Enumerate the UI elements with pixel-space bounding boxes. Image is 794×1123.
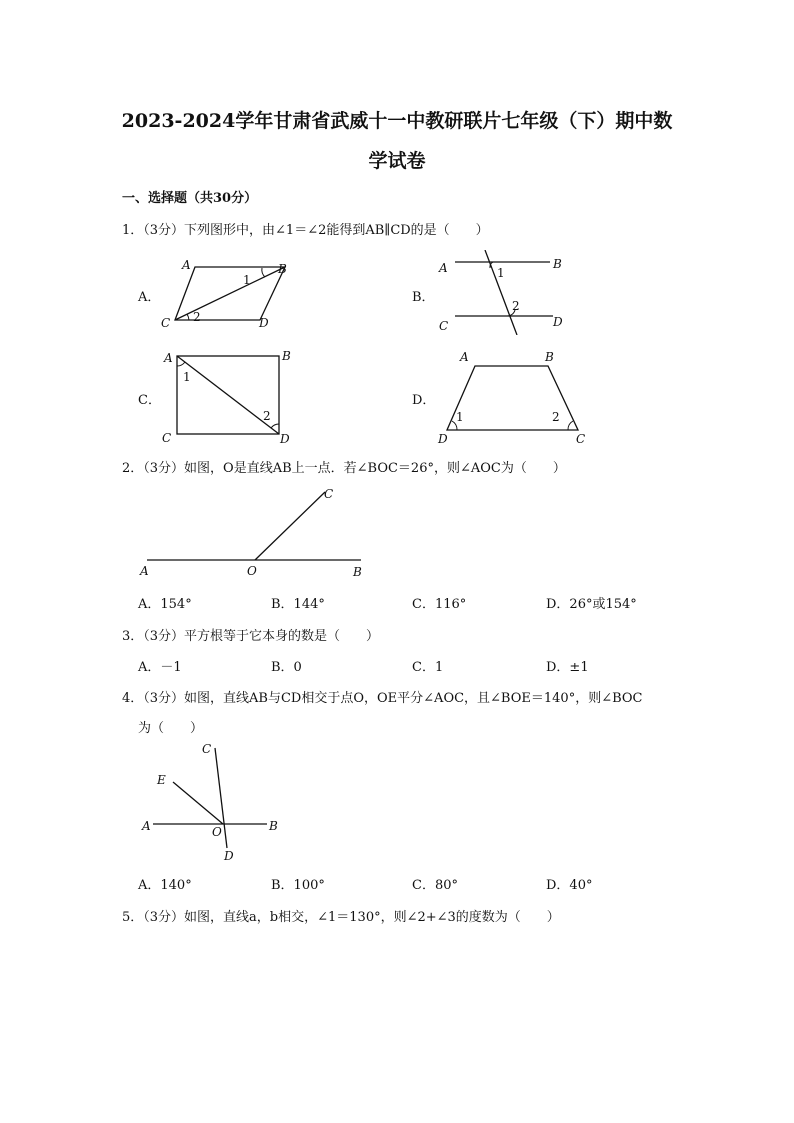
q1a-label-c: C xyxy=(161,316,171,330)
q4-label-a: A xyxy=(142,819,151,833)
q1-option-b-label: B． xyxy=(412,290,435,305)
q1a-label-d: D xyxy=(259,316,269,330)
q2-label-b: B xyxy=(353,565,362,579)
q1a-label-a: A xyxy=(182,258,191,272)
q1-figure-b xyxy=(435,250,575,335)
q1a-angle-1: 1 xyxy=(243,273,251,287)
q4-label-o: O xyxy=(212,825,222,839)
q2-option-d: D．26°或154° xyxy=(546,597,637,612)
q3-option-c: C．1 xyxy=(412,660,444,675)
q1b-label-a: A xyxy=(439,261,448,275)
question-1-stem: 1．（3分）下列图形中，由∠1＝∠2能得到AB∥CD的是（ ） xyxy=(122,223,489,238)
q4-label-b: B xyxy=(269,819,278,833)
q1c-label-b: B xyxy=(282,349,291,363)
question-3-stem: 3．（3分）平方根等于它本身的数是（ ） xyxy=(122,629,380,644)
q1c-angle-2: 2 xyxy=(263,409,271,423)
q2-option-c: C．116° xyxy=(412,597,467,612)
q1b-angle-2: 2 xyxy=(512,299,520,313)
q1-figure-c xyxy=(160,346,295,446)
page-title-line1: 2023-2024学年甘肃省武威十一中教研联片七年级（下）期中数 xyxy=(121,110,673,132)
q1-figure-d xyxy=(435,348,590,446)
q1c-label-a: A xyxy=(164,351,173,365)
q1d-angle-2: 2 xyxy=(552,410,560,424)
q1c-label-d: D xyxy=(280,432,290,446)
q1d-label-c: C xyxy=(576,432,586,446)
q1a-angle-2: 2 xyxy=(193,310,201,324)
q4-label-d: D xyxy=(224,849,234,863)
q2-label-o: O xyxy=(247,564,257,578)
q2-label-a: A xyxy=(140,564,149,578)
q4-label-e: E xyxy=(157,773,166,787)
q1-option-a-label: A． xyxy=(138,290,161,305)
q2-option-b: B．144° xyxy=(271,597,325,612)
q1d-label-d: D xyxy=(438,432,448,446)
q1d-angle-1: 1 xyxy=(456,410,464,424)
q1d-label-b: B xyxy=(545,350,554,364)
q4-option-a: A．140° xyxy=(138,878,192,893)
q1a-label-b: B xyxy=(278,262,287,276)
q1b-label-d: D xyxy=(553,315,563,329)
q2-label-c: C xyxy=(324,487,334,501)
q1c-angle-1: 1 xyxy=(183,370,191,384)
q4-label-c: C xyxy=(202,742,212,756)
q1b-label-c: C xyxy=(439,319,449,333)
question-4-stem-line2: 为（ ） xyxy=(138,721,204,736)
page-title-line2: 学试卷 xyxy=(368,150,426,172)
q1-option-d-label: D． xyxy=(412,393,436,408)
q1-option-c-label: C． xyxy=(138,393,161,408)
question-5-stem: 5．（3分）如图，直线a，b相交，∠1＝130°，则∠2+∠3的度数为（ ） xyxy=(122,910,560,925)
q1d-label-a: A xyxy=(460,350,469,364)
q4-figure xyxy=(135,740,285,865)
q3-option-b: B．0 xyxy=(271,660,302,675)
q1b-label-b: B xyxy=(553,257,562,271)
q1b-angle-1: 1 xyxy=(497,266,505,280)
q1c-label-c: C xyxy=(162,431,172,445)
q3-option-d: D．±1 xyxy=(546,660,589,675)
question-4-stem-line1: 4．（3分）如图，直线AB与CD相交于点O，OE平分∠AOC，且∠BOE＝140°，则∠BOC xyxy=(122,691,643,706)
q2-option-a: A．154° xyxy=(138,597,192,612)
question-2-stem: 2．（3分）如图，O是直线AB上一点．若∠BOC＝26°，则∠AOC为（ ） xyxy=(122,461,566,476)
q1-figure-a xyxy=(155,255,290,330)
q4-option-b: B．100° xyxy=(271,878,325,893)
section-heading: 一、选择题（共30分） xyxy=(122,191,258,206)
q4-option-d: D．40° xyxy=(546,878,593,893)
q3-option-a: A．－1 xyxy=(138,660,182,675)
q4-option-c: C．80° xyxy=(412,878,458,893)
q2-figure xyxy=(135,482,370,580)
